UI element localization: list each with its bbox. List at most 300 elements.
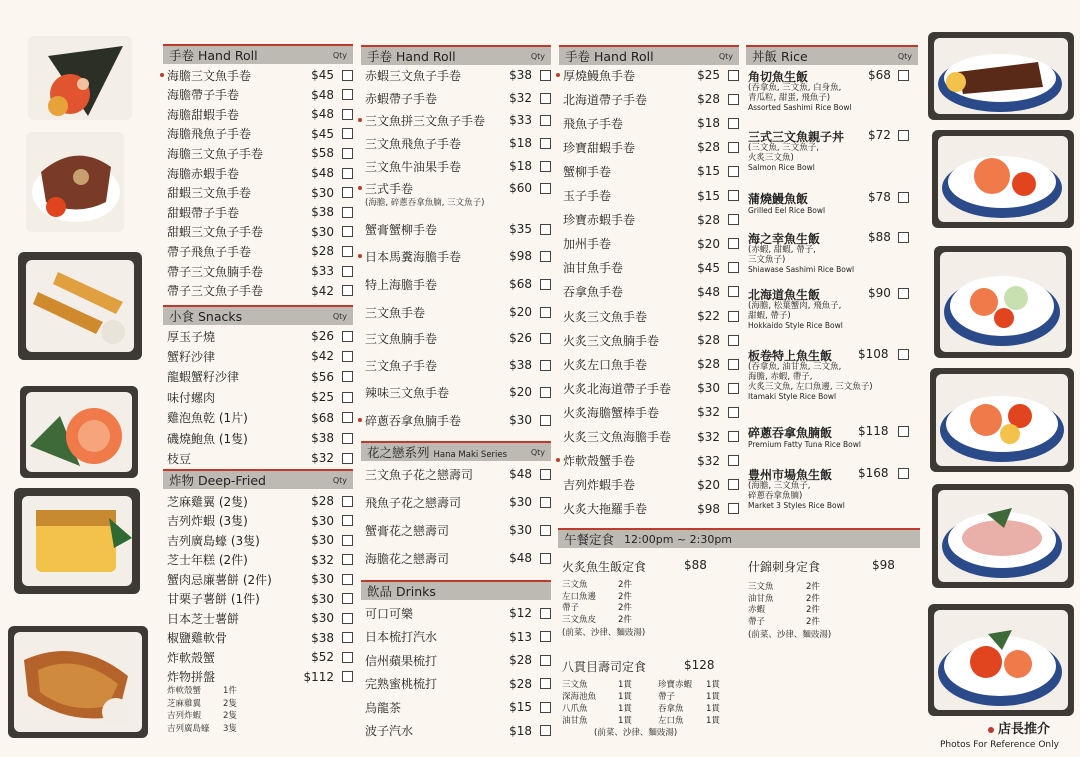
section-header: 丼飯 Rice Qty [746,45,918,65]
item-price: $15 [509,700,532,714]
menu-item [559,187,739,205]
rice-item-en: Assorted Sashimi Rice Bowl [748,103,852,112]
item-name: 火炙左口魚手卷 [563,357,648,372]
qty-checkbox[interactable] [728,142,739,153]
set-item-qty: 1貫 [618,692,632,702]
item-price: $20 [697,477,720,492]
menu-item [163,66,353,84]
item-price: $26 [509,331,532,345]
qty-checkbox[interactable] [540,93,551,104]
menu-item [163,164,353,182]
item-name: 三文魚手卷 [365,305,426,320]
qty-checkbox[interactable] [540,387,551,398]
item-name: 三文魚子花之戀壽司 [365,467,474,482]
item-name: 可口可樂 [365,606,414,621]
qty-checkbox[interactable] [540,251,551,262]
snacks-section [163,305,353,466]
item-price: $18 [509,136,532,150]
section-header: 小食 Snacks Qty [163,305,353,325]
hand-roll-section-1 [163,44,353,299]
qty-checkbox[interactable] [342,515,353,526]
rice-item-desc: (海膽, 三文魚子, [748,481,811,491]
set-item-qty: 2件 [618,580,632,590]
platter-item: 吉列廣島蠔 [167,723,210,734]
item-desc: (海膽, 碎蔥吞拿魚腩, 三文魚子) [365,198,485,208]
item-price: $98 [509,249,532,263]
qty-checkbox[interactable] [728,407,739,418]
qty-checkbox[interactable] [342,89,353,100]
item-name: 火炙海膽蟹棒手卷 [563,405,660,420]
hand-roll-section-2 [361,45,551,428]
qty-checkbox[interactable] [898,70,909,81]
recommend-dot [556,458,560,462]
qty-checkbox[interactable] [342,128,353,139]
qty-checkbox[interactable] [540,608,551,619]
item-price: $38 [311,205,334,220]
item-name: 龍蝦蟹籽沙律 [167,370,240,385]
item-name: 蟹籽沙律 [167,349,216,364]
menu-item [361,111,551,129]
rice-item-desc: (海膽, 松葉蟹肉, 飛魚子, [748,301,842,311]
qty-checkbox[interactable] [342,351,353,362]
qty-checkbox[interactable] [342,652,353,663]
qty-checkbox[interactable] [540,725,551,736]
set-item-qty: 1貫 [706,680,720,690]
rice-item-price: $88 [868,230,891,244]
item-price: $30 [509,495,532,509]
qty-checkbox[interactable] [342,392,353,403]
item-name: 三文魚子手卷 [365,358,438,373]
qty-checkbox[interactable] [728,238,739,249]
qty-checkbox[interactable] [540,279,551,290]
item-price: $28 [509,653,532,667]
menu-item [361,329,551,347]
set-item: 三文魚皮 [562,614,597,625]
item-name: 帶子三文魚腩手卷 [167,264,264,279]
qty-checkbox[interactable] [342,671,353,682]
qty-checkbox[interactable] [342,168,353,179]
item-name: 加州手卷 [563,237,612,252]
item-price: $32 [697,453,720,468]
menu-item [361,303,551,321]
item-name: 三文魚牛油果手卷 [365,159,462,174]
menu-item [163,531,353,549]
item-name: 日本芝士薯餅 [167,611,240,626]
platter-item: 芝麻雞翼 [167,698,202,709]
qty-checkbox[interactable] [898,349,909,360]
item-price: $32 [311,552,334,567]
section-header: 花之戀系列 Hana Maki Series Qty [361,441,551,461]
menu-item [163,388,353,406]
menu-item [361,698,551,716]
qty-checkbox[interactable] [342,613,353,624]
rice-item-desc: 三文魚子) [748,255,786,265]
qty-checkbox[interactable] [342,453,353,464]
item-price: $30 [311,572,334,586]
menu-item [163,86,353,104]
qty-checkbox[interactable] [728,286,739,297]
item-name: 吉列廣島蠔 (3隻) [167,533,260,548]
hand-roll-photo [28,36,132,120]
set-name: 八貫目壽司定食 [562,660,647,674]
item-price: $30 [311,591,334,606]
menu-item [163,629,353,647]
qty-checkbox[interactable] [728,190,739,201]
item-name: 枝豆 [167,451,192,466]
set-item: 帶子 [658,692,676,702]
qty-checkbox[interactable] [728,166,739,177]
set-item: 油甘魚 [748,593,774,604]
qty-checkbox[interactable] [898,288,909,299]
item-price: $48 [311,166,334,180]
item-name: 日本梳打汽水 [365,630,438,644]
item-price: $32 [311,451,334,466]
item-name: 三式手卷 [361,180,492,197]
qty-checkbox[interactable] [728,431,739,442]
item-price: $33 [509,113,532,127]
item-name: 珍寶甜蝦手卷 [563,140,636,155]
menu-item [361,651,551,669]
menu-item [163,125,353,143]
qty-checkbox[interactable] [540,678,551,689]
rice-item-en: Premium Fatty Tuna Rice Bowl [748,440,861,449]
rice-item-desc: 甜蝦, 帶子) [748,311,791,321]
item-name: 油甘魚手卷 [563,261,624,276]
item-price: $18 [509,723,532,738]
menu-item [163,327,353,345]
item-price: $45 [311,68,334,82]
rice-item-name: 角切魚生飯 [748,70,809,84]
section-header: 飲品 Drinks [361,580,551,600]
menu-item [559,259,739,277]
item-name: 海膽三文魚手卷 [163,67,294,84]
item-name: 火炙三文魚手卷 [563,309,648,324]
menu-item [559,211,739,229]
item-name: 海膽飛魚子手卷 [167,127,252,142]
set-price: $128 [684,658,715,672]
menu-item [163,262,353,280]
menu-item [163,242,353,260]
item-price: $38 [311,630,334,645]
rice-item-price: $168 [858,466,889,480]
item-price: $68 [509,277,532,291]
qty-checkbox[interactable] [728,262,739,273]
qty-checkbox[interactable] [540,655,551,666]
item-price: $30 [311,533,334,547]
rice-item-desc: (吞拿魚, 油甘魚, 三文魚, [748,362,842,372]
item-name: 蟹柳手卷 [563,164,612,179]
qty-checkbox[interactable] [540,161,551,172]
qty-checkbox[interactable] [342,285,353,296]
set-item-qty: 1貫 [706,692,720,702]
item-name: 烏龍茶 [365,700,402,715]
qty-checkbox[interactable] [342,246,353,257]
qty-checkbox[interactable] [898,426,909,437]
item-name: 玉子手卷 [563,189,612,203]
rice-item-desc: (吞拿魚, 三文魚, 白身魚, [748,83,842,93]
set-item: 八爪魚 [562,704,588,714]
set-item-qty: 2件 [618,603,632,613]
rice-item-name: 碎蔥吞拿魚腩飯 [748,426,833,440]
menu-item [163,648,353,666]
platter-qty: 3隻 [223,723,237,734]
qty-checkbox[interactable] [342,554,353,565]
set-item: 珍寶赤蝦 [658,680,693,690]
rice-item-name: 北海道魚生飯 [748,288,821,302]
qty-checkbox[interactable] [540,360,551,371]
qty-checkbox[interactable] [540,553,551,564]
rice-item-name: 海之幸魚生飯 [748,232,821,246]
item-name: 味付螺肉 [167,390,216,405]
item-price: $30 [697,381,720,396]
platter-item: 炸軟殼蟹 [167,686,202,696]
set-item: 三文魚 [562,580,588,590]
section-header: 手卷 Hand Roll Qty [361,45,551,65]
item-price: $28 [697,357,720,372]
qty-checkbox[interactable] [728,70,739,81]
sushi-bowl-photo [26,132,124,232]
rice-item-name: 蒲燒鰻魚飯 [748,192,809,206]
item-name: 海膽帶子手卷 [167,88,240,103]
menu-item [559,476,739,494]
menu-item [361,220,551,238]
rice-item-en: Hokkaido Style Rice Bowl [748,321,843,330]
menu-item [163,512,353,530]
menu-item [163,203,353,221]
menu-item [559,355,739,373]
item-price: $45 [311,126,334,141]
rice-item-name: 板卷特上魚生飯 [748,349,833,363]
item-price: $28 [697,333,720,348]
qty-checkbox[interactable] [898,192,909,203]
rice-item-en: Itamaki Style Rice Bowl [748,392,837,401]
item-price: $42 [311,349,334,364]
qty-checkbox[interactable] [342,433,353,444]
tuna-bowl-photo [932,484,1074,588]
menu-item [559,428,739,446]
set-name: 火炙魚生飯定食 [562,560,647,574]
rice-item-price: $90 [868,286,891,300]
qty-checkbox[interactable] [728,455,739,466]
item-name: 碎蔥吞拿魚腩手卷 [361,412,492,429]
menu-item [361,465,551,483]
item-price: $33 [311,264,334,278]
qty-checkbox[interactable] [728,311,739,322]
qty-checkbox[interactable] [540,183,551,194]
item-name: 赤蝦三文魚子手卷 [365,68,462,83]
qty-checkbox[interactable] [728,383,739,394]
platter-qty: 2隻 [223,711,237,721]
qty-checkbox[interactable] [342,207,353,218]
qty-checkbox[interactable] [342,496,353,507]
qty-checkbox[interactable] [342,226,353,237]
item-name: 炸軟殼蟹 [167,650,216,665]
platter-qty: 1件 [223,686,237,696]
menu-item [361,356,551,374]
rice-item-en: Shiawase Sashimi Rice Bowl [748,265,855,274]
item-price: $35 [509,222,532,236]
qty-checkbox[interactable] [342,187,353,198]
menu-item [163,668,353,686]
section-header: 手卷 Hand Roll Qty [163,44,353,64]
drinks-section [361,580,551,738]
item-price: $48 [311,107,334,122]
item-price: $30 [311,224,334,239]
chicken-wing-photo [8,626,148,738]
item-price: $112 [303,669,334,684]
menu-item [559,379,739,397]
qty-checkbox[interactable] [342,412,353,423]
set-item: 左口魚邊 [562,591,597,602]
menu-item [163,347,353,365]
qty-checkbox[interactable] [540,70,551,81]
qty-checkbox[interactable] [728,503,739,514]
qty-checkbox[interactable] [342,148,353,159]
menu-item [163,570,353,588]
qty-checkbox[interactable] [540,333,551,344]
qty-checkbox[interactable] [728,479,739,490]
qty-checkbox[interactable] [342,331,353,342]
item-price: $25 [697,68,720,82]
set-item-qty: 1貫 [618,716,632,726]
deep-fried-section [163,469,353,734]
menu-item [361,493,551,511]
item-name: 火炙北海道帶子手卷 [563,381,672,396]
qty-checkbox[interactable] [342,593,353,604]
hand-roll-section-3 [559,45,739,517]
item-name: 厚玉子燒 [167,329,216,344]
item-price: $20 [509,385,532,399]
item-price: $52 [311,650,334,664]
item-price: $48 [509,467,532,481]
recommend-dot [160,73,164,77]
item-price: $18 [697,116,720,131]
item-name: 厚燒鰻魚手卷 [559,67,680,84]
item-price: $68 [311,410,334,425]
set-price: $98 [872,558,895,572]
set-item: 帶子 [748,616,766,627]
qty-checkbox[interactable] [540,525,551,536]
qty-checkbox[interactable] [540,702,551,713]
qty-checkbox[interactable] [898,130,909,141]
menu-item [361,521,551,539]
item-name: 甜蝦三文魚子手卷 [167,225,264,240]
qty-checkbox[interactable] [342,371,353,382]
item-price: $98 [697,501,720,516]
rice-item-en: Salmon Rice Bowl [748,163,815,172]
qty-checkbox[interactable] [342,535,353,546]
qty-checkbox[interactable] [540,497,551,508]
recommend-dot [988,727,994,733]
item-price: $15 [697,164,720,179]
set-item-qty: 1貫 [618,680,632,690]
item-price: $25 [311,390,334,405]
item-name: 三文魚飛魚子手卷 [365,136,462,151]
item-name: 波子汽水 [365,724,414,738]
set-name: 什錦刺身定食 [748,560,821,574]
rice-item-desc: 碎蔥吞拿魚腩) [748,491,803,501]
qty-checkbox[interactable] [342,632,353,643]
item-name: 吞拿魚手卷 [563,285,624,300]
item-price: $30 [509,413,532,427]
set-item: 赤蝦 [748,605,766,615]
set-item: 深海池魚 [562,692,597,702]
item-name: 蟹膏蟹柳手卷 [365,222,438,237]
menu-item [361,383,551,401]
qty-checkbox[interactable] [540,631,551,642]
menu-item [163,223,353,241]
item-price: $22 [697,309,720,323]
qty-checkbox[interactable] [540,307,551,318]
item-name: 椒鹽雞軟骨 [167,631,228,645]
platter-item: 吉列炸蝦 [167,711,202,721]
menu-item [163,609,353,627]
qty-checkbox[interactable] [540,224,551,235]
qty-checkbox[interactable] [728,359,739,370]
qty-checkbox[interactable] [342,574,353,585]
item-name: 吉列炸蝦手卷 [563,478,636,493]
item-price: $30 [509,523,532,537]
qty-checkbox[interactable] [342,109,353,120]
set-note: (前菜、沙律、麵豉湯) [562,628,646,638]
menu-item [559,114,739,132]
set-item-qty: 2件 [806,616,820,627]
rice-item-desc: (三文魚, 三文魚子, [748,143,819,153]
qty-checkbox[interactable] [342,266,353,277]
recommend-dot [358,254,362,258]
item-price: $13 [509,629,532,644]
qty-checkbox[interactable] [728,335,739,346]
menu-item [361,179,551,197]
rice-item-name: 豊州市場魚生飯 [748,468,833,482]
qty-checkbox[interactable] [728,94,739,105]
item-price: $28 [697,140,720,155]
menu-item [163,105,353,123]
qty-checkbox[interactable] [540,138,551,149]
menu-item [361,275,551,293]
item-name: 炸軟殼蟹手卷 [559,452,680,469]
sashimi-bowl-photo [934,246,1072,358]
item-price: $60 [509,181,532,195]
item-name: 火炙三文魚腩手卷 [563,333,660,348]
item-name: 赤蝦帶子手卷 [365,91,438,106]
menu-item [361,247,551,265]
menu-item [559,307,739,325]
chef-recommend: 店長推介 [988,718,1050,737]
set-item-qty: 2件 [806,582,820,592]
item-name: 日本馬糞海膽手卷 [361,248,492,265]
item-name: 甘栗子薯餅 (1件) [167,592,260,606]
item-price: $30 [311,185,334,200]
menu-item [361,628,551,646]
set-item: 油甘魚 [562,716,588,726]
qty-checkbox[interactable] [540,469,551,480]
item-name: 特上海膽手卷 [365,277,438,292]
set-note: (前菜、沙律、麵豉湯) [748,630,832,640]
qty-checkbox[interactable] [728,118,739,129]
qty-checkbox[interactable] [342,70,353,81]
qty-checkbox[interactable] [898,468,909,479]
qty-checkbox[interactable] [898,232,909,243]
item-name: 飛魚子花之戀壽司 [365,495,462,510]
menu-item [559,66,739,84]
photos-reference-note: Photos For Reference Only [940,740,1059,750]
qty-checkbox[interactable] [540,115,551,126]
qty-checkbox[interactable] [540,415,551,426]
item-price: $58 [311,146,334,161]
item-price: $18 [509,159,532,173]
qty-checkbox[interactable] [728,214,739,225]
